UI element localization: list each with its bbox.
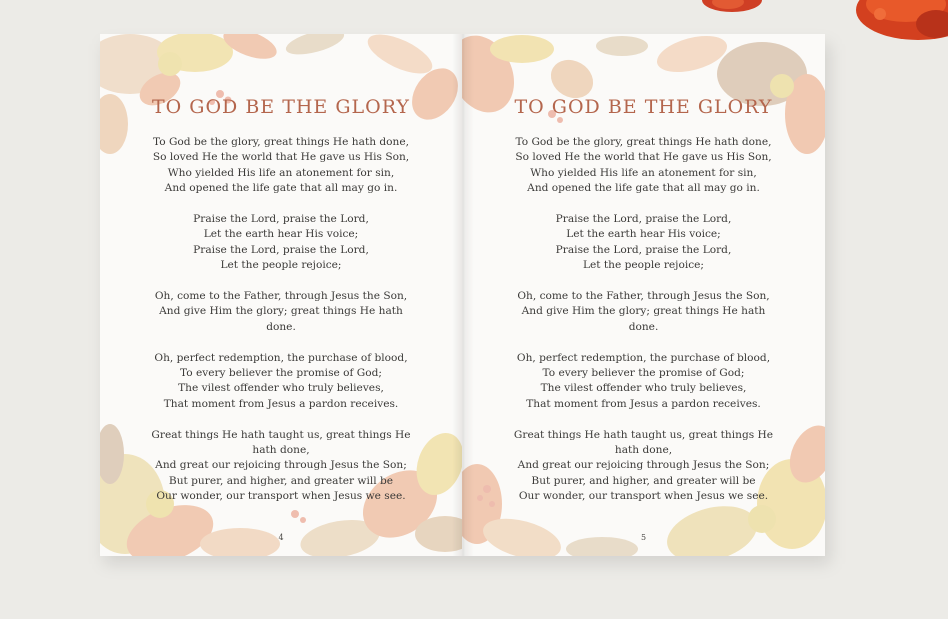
stanza bbox=[100, 135, 462, 197]
lyric-line: Praise the Lord, praise the Lord, bbox=[555, 213, 732, 226]
stanza bbox=[100, 351, 462, 413]
hymn-title: TO GOD BE THE GLORY bbox=[514, 96, 773, 118]
lyric-line: Let the people rejoice; bbox=[220, 259, 342, 272]
lyric-line: That moment from Jesus a pardon receives. bbox=[163, 397, 399, 410]
stanza bbox=[462, 428, 825, 505]
lyric-line: To every believer the promise of God; bbox=[179, 367, 382, 380]
lyric-line: Praise the Lord, praise the Lord, bbox=[193, 213, 369, 226]
lyric-line: And give Him the glory; great things He hath bbox=[521, 305, 766, 318]
lyric-line: Our wonder, our transport when Jesus we see. bbox=[156, 490, 406, 503]
lyric-line: Who yielded His life an atonement for sin, bbox=[167, 166, 395, 179]
lyric-line: But purer, and higher, and greater will be bbox=[531, 474, 756, 487]
lyric-line: To God be the glory, great things He hath done, bbox=[152, 136, 410, 148]
lyric-line: done. bbox=[266, 320, 296, 333]
lyric-line: And opened the life gate that all may go in. bbox=[164, 182, 398, 195]
stanza bbox=[462, 289, 825, 335]
lyric-line: And opened the life gate that all may go in. bbox=[527, 182, 760, 195]
lyric-line: Oh, come to the Father, through Jesus the Son, bbox=[517, 290, 770, 303]
lyric-line: Let the earth hear His voice; bbox=[566, 228, 721, 241]
lyric-line: Our wonder, our transport when Jesus we see. bbox=[518, 490, 769, 503]
hymn-lyrics bbox=[100, 135, 462, 520]
lyric-line: And great our rejoicing through Jesus the Son; bbox=[517, 459, 770, 472]
lyric-line: To God be the glory, great things He hath done, bbox=[515, 136, 772, 148]
stanza bbox=[462, 135, 825, 197]
lyric-line: Oh, perfect redemption, the purchase of blood, bbox=[154, 351, 408, 364]
page-number: 5 bbox=[640, 533, 647, 542]
stanza bbox=[462, 351, 825, 413]
lyric-line: Let the earth hear His voice; bbox=[203, 228, 359, 241]
page-number: 4 bbox=[278, 533, 284, 542]
stanza bbox=[100, 428, 462, 505]
lyric-line: And great our rejoicing through Jesus the Son; bbox=[155, 459, 407, 472]
lyric-line: So loved He the world that He gave us His Son, bbox=[515, 151, 772, 164]
hymn-title: TO GOD BE THE GLORY bbox=[152, 96, 410, 118]
lyric-line: The vilest offender who truly believes, bbox=[178, 382, 384, 395]
stanza bbox=[100, 289, 462, 335]
lyric-line: Let the people rejoice; bbox=[582, 259, 705, 272]
lyric-line: Praise the Lord, praise the Lord, bbox=[555, 243, 732, 256]
lyric-line: Great things He hath taught us, great things He bbox=[513, 428, 774, 441]
lyric-line: hath done, bbox=[614, 444, 673, 457]
page-left bbox=[100, 34, 462, 556]
page-right bbox=[462, 34, 825, 556]
hymn-lyrics bbox=[462, 135, 825, 520]
lyric-line: Oh, perfect redemption, the purchase of blood, bbox=[516, 351, 771, 364]
lyric-line: And give Him the glory; great things He hath bbox=[159, 305, 403, 318]
lyric-line: done. bbox=[628, 320, 659, 333]
lyric-line: Praise the Lord, praise the Lord, bbox=[193, 243, 369, 256]
lyric-line: The vilest offender who truly believes, bbox=[540, 382, 747, 395]
lyric-line: To every believer the promise of God; bbox=[542, 367, 745, 380]
lyric-line: So loved He the world that He gave us His Son, bbox=[152, 151, 410, 164]
lyric-line: Oh, come to the Father, through Jesus the Son, bbox=[154, 290, 408, 303]
lyric-line: hath done, bbox=[252, 444, 310, 457]
lyric-line: Great things He hath taught us, great things He bbox=[151, 428, 411, 441]
lyric-line: That moment from Jesus a pardon receives. bbox=[526, 397, 761, 410]
lyric-line: Who yielded His life an atonement for sin, bbox=[530, 166, 757, 179]
open-booklet bbox=[100, 34, 825, 556]
chorus bbox=[462, 212, 825, 274]
lyric-line: But purer, and higher, and greater will be bbox=[168, 474, 394, 487]
chorus bbox=[100, 212, 462, 274]
